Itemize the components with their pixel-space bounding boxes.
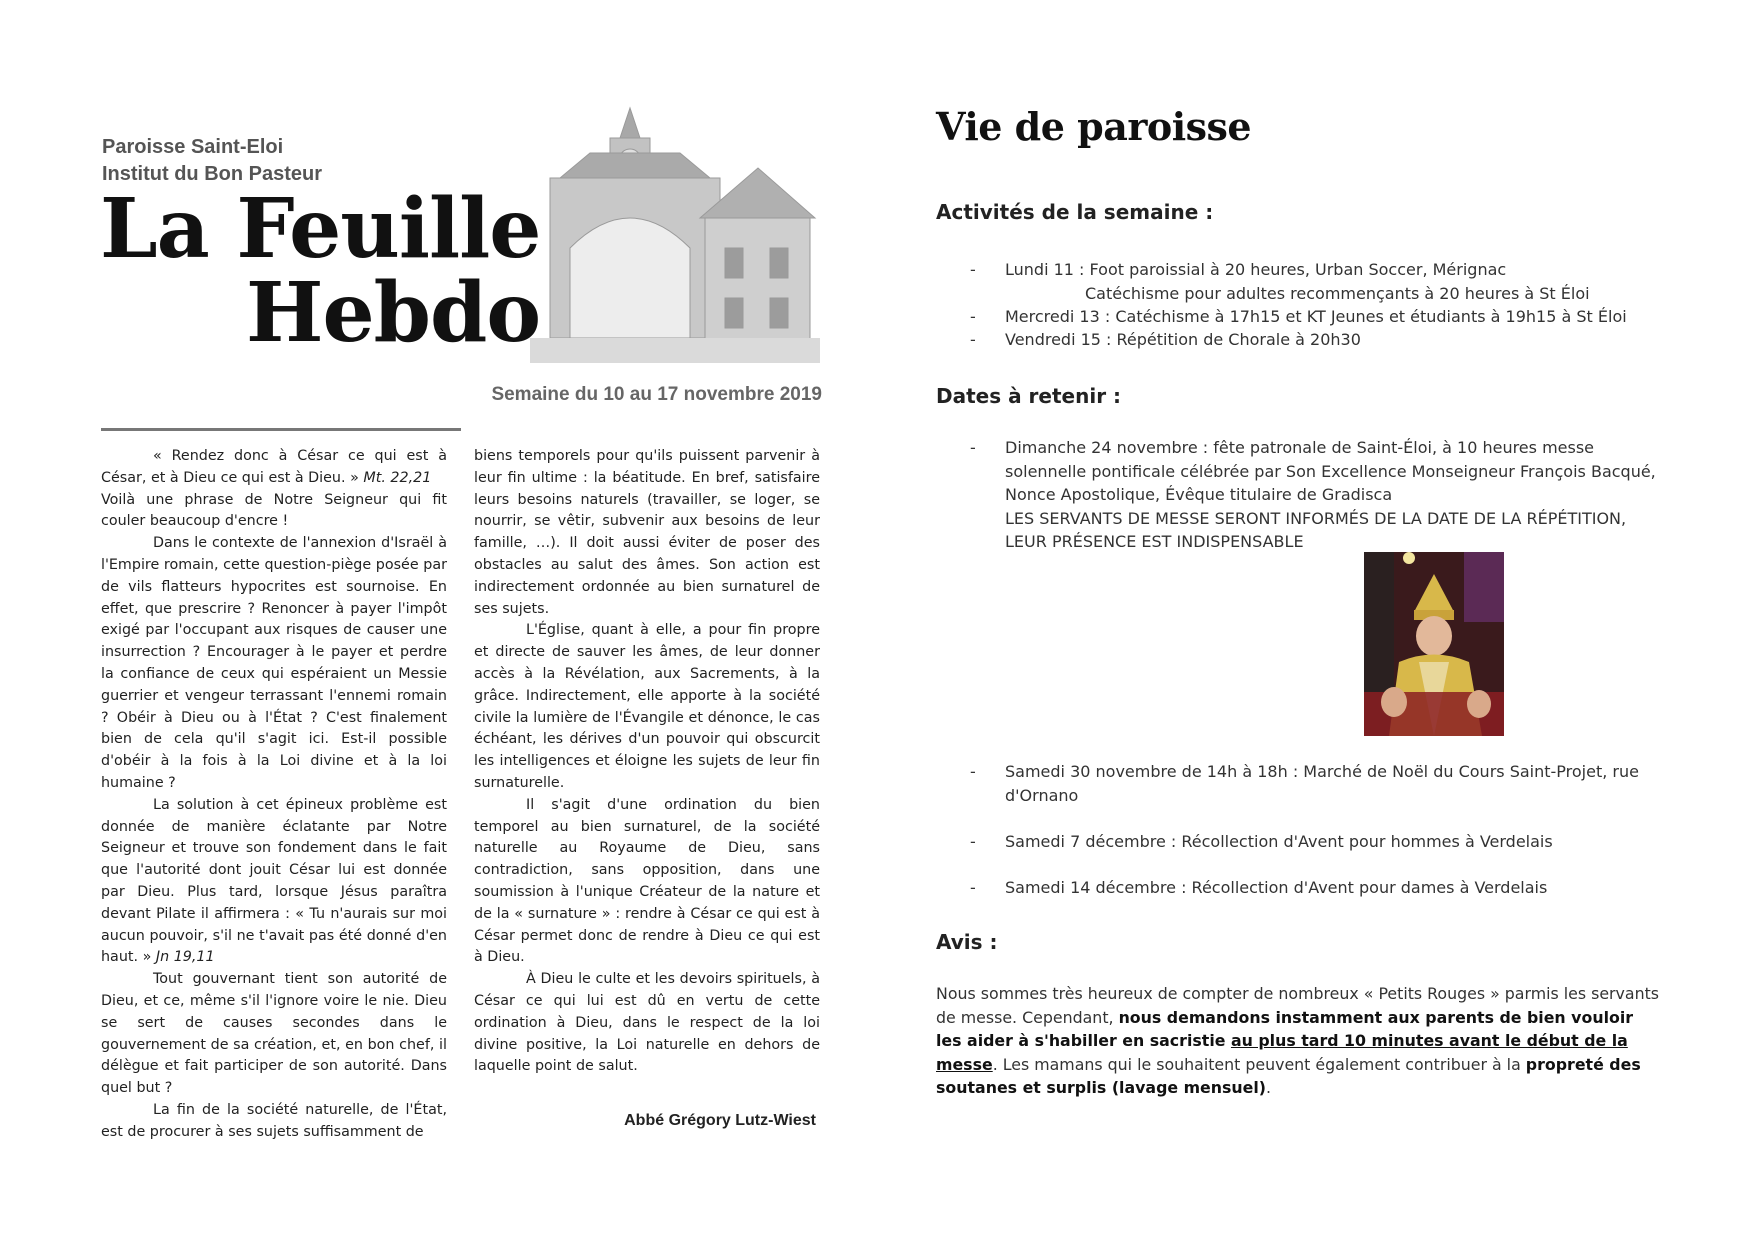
church-tower-illustration xyxy=(530,98,820,378)
date-item: Samedi 14 décembre : Récollection d'Avent pour dames à Verdelais xyxy=(1005,878,1548,897)
list-dash: - xyxy=(970,438,976,457)
servers-notice: LES SERVANTS DE MESSE SERONT INFORMÉS DE LA DATE DE LA RÉPÉTITION, LEUR PRÉSENCE EST INDISPENSABLE xyxy=(1005,508,1627,551)
editorial-paragraph: « Rendez donc à César ce qui est à César, et à Dieu ce qui est à Dieu. » Mt. 22,21 xyxy=(101,448,447,486)
date-item: Dimanche 24 novembre : fête patronale de Saint-Éloi, à 10 heures messe solennelle pontificale célébrée par Son Excellence Monseigneur François Bacqué, Nonce Apostolique, Évêque titulaire de Gradisca LES SERVANTS DE MESSE SERONT INFORMÉS DE LA DATE DE LA RÉPÉTITION, LEUR PRÉSENCE EST INDISPENSABLE xyxy=(1005,436,1665,554)
editorial-paragraph: Dans le contexte de l'annexion d'Israël à l'Empire romain, cette question-piège posée par de vils flatteurs hypocrites est sournoise. En effet, que prescrire ? Renoncer à payer l'impôt exigé par l'occupant aux risques de causer une insurrection ? Encourager à le payer et perdre la confiance de ceux qui espéraient un Messie guerrier et vengeur terrassant l'ennemi romain ? Obéir à Dieu ou à l'État ? C'est finalement bien de cela qu'il s'agit ici. Est-il possible d'obéir à la fois à la Loi divine et à la loi humaine ? xyxy=(101,535,447,791)
section-title: Vie de paroisse xyxy=(936,104,1252,149)
editorial-paragraph: À Dieu le culte et les devoirs spirituels, à César ce qui lui est dû en vertu de cette ordination à Dieu, dans le respect de la loi divine positive, la Loi naturelle en dehors de laquelle point de salut. xyxy=(474,971,820,1075)
bishop-photo xyxy=(1364,552,1504,736)
notice-heading: Avis : xyxy=(936,930,998,954)
parish-name xyxy=(102,134,322,188)
activity-item: Mercredi 13 : Catéchisme à 17h15 et KT Jeunes et étudiants à 19h15 à St Éloi xyxy=(1005,307,1627,326)
issue-week: Semaine du 10 au 17 novembre 2019 xyxy=(491,384,822,405)
editorial-signature: Abbé Grégory Lutz-Wiest xyxy=(624,1112,816,1129)
notice-text: Nous sommes très heureux de compter de nombreux « Petits Rouges » parmis les servants de messe. Cependant, nous demandons instamment aux parents de bien vouloir les aider à s'habiller en sacristie au plus tard 10 minutes avant le début de la messe. Les mamans qui le souhaitent peuvent également contribuer à la propreté des soutanes et surplis (lavage mensuel). xyxy=(936,984,1659,1097)
list-dash: - xyxy=(970,832,976,851)
activity-item: Vendredi 15 : Répétition de Chorale à 20h30 xyxy=(1005,330,1361,349)
bible-reference: Mt. 22,21 xyxy=(363,469,432,486)
editorial-paragraph: Voilà une phrase de Notre Seigneur qui fit couler beaucoup d'encre ! xyxy=(101,491,447,530)
date-item: Samedi 7 décembre : Récollection d'Avent pour hommes à Verdelais xyxy=(1005,832,1553,851)
activity-item: Lundi 11 : Foot paroissial à 20 heures, Urban Soccer, Mérignac Catéchisme pour adultes recommençants à 20 heures à St Éloi xyxy=(1005,260,1590,303)
masthead-divider xyxy=(101,428,461,431)
editorial-column-1 xyxy=(101,446,447,1144)
editorial-paragraph: biens temporels pour qu'ils puissent parvenir à leur fin ultime : la béatitude. En bref, satisfaire leurs besoins naturels (travailler, se loger, se nourrir, se vêtir, subvenir aux besoins de leur famille, …). Il doit aussi éviter de poser des obstacles au salut des âmes. Son action est indirectement ordonnée au bien surnaturel de ses sujets. xyxy=(474,448,820,617)
parish-line-1: Paroisse Saint-Eloi xyxy=(102,136,284,158)
dates-heading: Dates à retenir : xyxy=(936,384,1122,408)
editorial-paragraph: La fin de la société naturelle, de l'État, est de procurer à ses sujets suffisamment de xyxy=(101,1101,447,1140)
list-dash: - xyxy=(970,260,976,279)
parish-line-2: Institut du Bon Pasteur xyxy=(102,163,322,185)
list-dash: - xyxy=(970,878,976,897)
list-dash: - xyxy=(970,307,976,326)
date-item: Samedi 30 novembre de 14h à 18h : Marché de Noël du Cours Saint-Projet, rue d'Ornano xyxy=(1005,762,1639,805)
bible-reference: Jn 19,11 xyxy=(155,949,215,966)
editorial-column-2 xyxy=(474,446,820,1078)
newsletter-title-line-2: Hebdo xyxy=(246,265,541,361)
newsletter-title-line-1: La Feuille xyxy=(100,181,541,277)
editorial-paragraph: La solution à cet épineux problème est donnée de manière éclatante par Notre Seigneur et trouve son fondement dans le fait que l'autorité dont jouit César lui est donnée par Dieu. Plus tard, lorsque Jésus paraîtra devant Pilate il affirmera : « Tu n'aurais sur moi aucun pouvoir, s'il ne t'avait pas été donné d'en haut. » Jn 19,11 xyxy=(101,796,447,966)
editorial-paragraph: L'Église, quant à elle, a pour fin propre et directe de sauver les âmes, de leur donner accès à la Révélation, aux Sacrements, à la grâce. Indirectement, elle apporte à la société civile la lumière de l'Évangile et dénonce, le cas échéant, les dérives d'un pouvoir qui obscurcit les intelligences et éloigne les sujets de leur fin surnaturelle. xyxy=(474,622,820,791)
list-dash: - xyxy=(970,762,976,781)
activities-heading: Activités de la semaine : xyxy=(936,200,1214,224)
editorial-paragraph: Tout gouvernant tient son autorité de Dieu, et ce, même s'il l'ignore voire le nie. Dieu se sert de causes secondes dans le gouvernement de sa création, et, en bon chef, il délègue et fait participer de son autorité. Dans quel but ? xyxy=(101,971,447,1097)
editorial-paragraph: Il s'agit d'une ordination du bien temporel au bien surnaturel, de la société naturelle au Royaume de Dieu, sans contradiction, sans opposition, dans une soumission à l'unique Créateur de la nature et de la « surnature » : rendre à César ce qui est à César permet donc de rendre à Dieu ce qui est à Dieu. xyxy=(474,796,820,966)
list-dash: - xyxy=(970,330,976,349)
